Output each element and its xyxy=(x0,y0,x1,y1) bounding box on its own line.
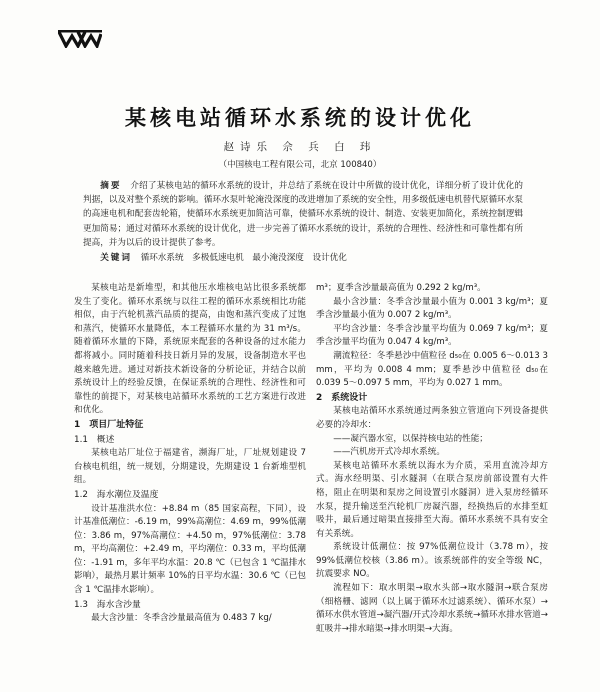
journal-logo-icon xyxy=(58,30,102,48)
body-paragraph: 系统设计低潮位：按 97%低潮位设计（3.78 m），按 99%低潮位校核（3.86 m）。该系统部件的安全等级 NC，抗震要求 NO。 xyxy=(316,542,548,580)
subsection-heading: 1.1 概述 xyxy=(74,434,115,445)
body-paragraph: m³；夏季含沙量最高值为 0.292 2 kg/m³。 xyxy=(316,283,486,293)
body-paragraph: 某核电站循环水系统通过两条独立管道向下列设备提供必要的冷却水： xyxy=(316,406,548,430)
affiliation: （中国核电工程有限公司，北京 100840） xyxy=(218,160,382,170)
body-paragraph: 潮流粒径：冬季悬沙中值粒径 d₅₀在 0.005 6～0.013 3 mm，平均为 0.008 4 mm；夏季悬沙中值粒径 d₅₀在 0.039 5～0.097 5 mm，平均为 0.027 1 mm。 xyxy=(316,350,548,389)
left-column xyxy=(74,282,306,626)
subsection-heading: 1.2 海水潮位及温度 xyxy=(74,489,159,500)
abstract-block xyxy=(83,179,523,265)
abstract-paragraph xyxy=(83,179,523,250)
body-paragraph: 最大含沙量：冬季含沙量最高值为 0.483 7 kg/ xyxy=(91,613,272,624)
keywords-label: 关键词 xyxy=(100,253,132,264)
abstract-label: 摘要 xyxy=(100,181,122,191)
body-paragraph: 平均含沙量：冬季含沙量平均值为 0.069 7 kg/m³；夏季含沙量平均值为 0.047 4 kg/m³。 xyxy=(316,323,548,348)
body-paragraph: ——凝汽器水室，以保持核电站的性能； xyxy=(333,433,488,444)
body-paragraph: ——汽机房开式冷却水系统。 xyxy=(333,447,445,458)
keywords-text: 循环水系统 多极低速电机 最小淹没深度 设计优化 xyxy=(140,253,347,264)
body-paragraph: 最小含沙量：冬季含沙量最小值为 0.001 3 kg/m³；夏季含沙量最小值为 0.007 2 kg/m³。 xyxy=(316,296,548,321)
body-paragraph: 某核电站是新堆型，和其他压水堆核电站比很多系统都发生了变化。循环水系统与以往工程的循环水系统相比功能相似，由于汽轮机蒸汽品质的提高，由饱和蒸汽变成了过饱和蒸汽，使循环水量降低，本工程循环水量约为 31 m³/s。随着循环水量的下降，系统原来配套的各种设备的过水能力都将减小。同时随着科技日新月异的发展，设备制造水平也越来越先进。通过对新技术新设备的分析论证，并结合以前系统设计上的经验反馈，在保证系统的合理性、经济性和可靠性的前提下，对某核电站循环水系统的工艺方案进行改进和优化。 xyxy=(74,283,306,416)
body-paragraph: 某核电站循环水系统以海水为介质，采用直流冷却方式。海水经明渠、引水隧洞（在联合泵房前部设置有大件格，阻止在明渠和泵房之间设置引水隧洞）进入泵房经循环水泵，提升输送至汽轮机厂房凝汽器，经换热后的水排至虹吸井，最后通过暗渠直接排至大海。循环水系统不具有安全有关系统。 xyxy=(316,460,548,539)
article-title: 某核电站循环水系统的设计优化 xyxy=(125,106,475,130)
body-paragraph: 设计基准洪水位：+8.84 m（85 国家高程，下同），设计基准低潮位：-6.19 m，99%高潮位：4.69 m，99%低潮位：3.86 m，97%高潮位：+4.50 m，97%低潮位：3.78 m，平均高潮位：+2.49 m，平均潮位：0.33 m，平均低潮位：-1.91 m，多年平均水温：20.8 ℃（已包含 1 ℃温排水影响），最热月累计频率 10%的日平均水温：30.6 ℃（已包含 1 ℃温排水影响）。 xyxy=(74,503,306,596)
body-paragraph: 某核电站厂址位于福建省，濒海厂址，厂址规划建设 7 台核电机组，统一规划，分期建设，先期建设 1 台新堆型机组。 xyxy=(74,448,306,486)
body-paragraph: 流程如下：取水明渠→取水头部→取水隧洞→联合泵房（细格栅、滤网（以上属于循环水过滤系统）、循环水泵）→循环水供水管道→凝汽器/开式冷却水系统→循环水排水管道→虹吸井→排水暗渠→排水明渠→大海。 xyxy=(316,583,548,634)
section-heading: 2 系统设计 xyxy=(316,392,368,403)
subsection-heading: 1.3 海水含沙量 xyxy=(74,599,141,610)
keywords-line xyxy=(83,251,523,265)
authors: 赵诗乐 佘 兵 白 玮 xyxy=(223,141,377,153)
abstract-text: 介绍了某核电站的循环水系统的设计，并总结了系统在设计中所做的设计优化，详细分析了设计优化的判据，以及对整个系统的影响。循环水泵叶轮淹没深度的改进增加了系统的安全性，用多级低速电机替代原循环水泵的高速电机和配套齿轮箱，使循环水系统更加简洁可靠，使循环水系统的设计、制造、安装更加简化，系统控制逻辑更加简易；通过对循环水系统的设计优化，进一步完善了循环水系统的设计，系统的合理性、经济性和可靠性都有所提高，并为以后的设计提供了参考。 xyxy=(83,181,523,248)
right-column xyxy=(316,282,548,636)
section-heading: 1 项目厂址特征 xyxy=(74,419,144,430)
